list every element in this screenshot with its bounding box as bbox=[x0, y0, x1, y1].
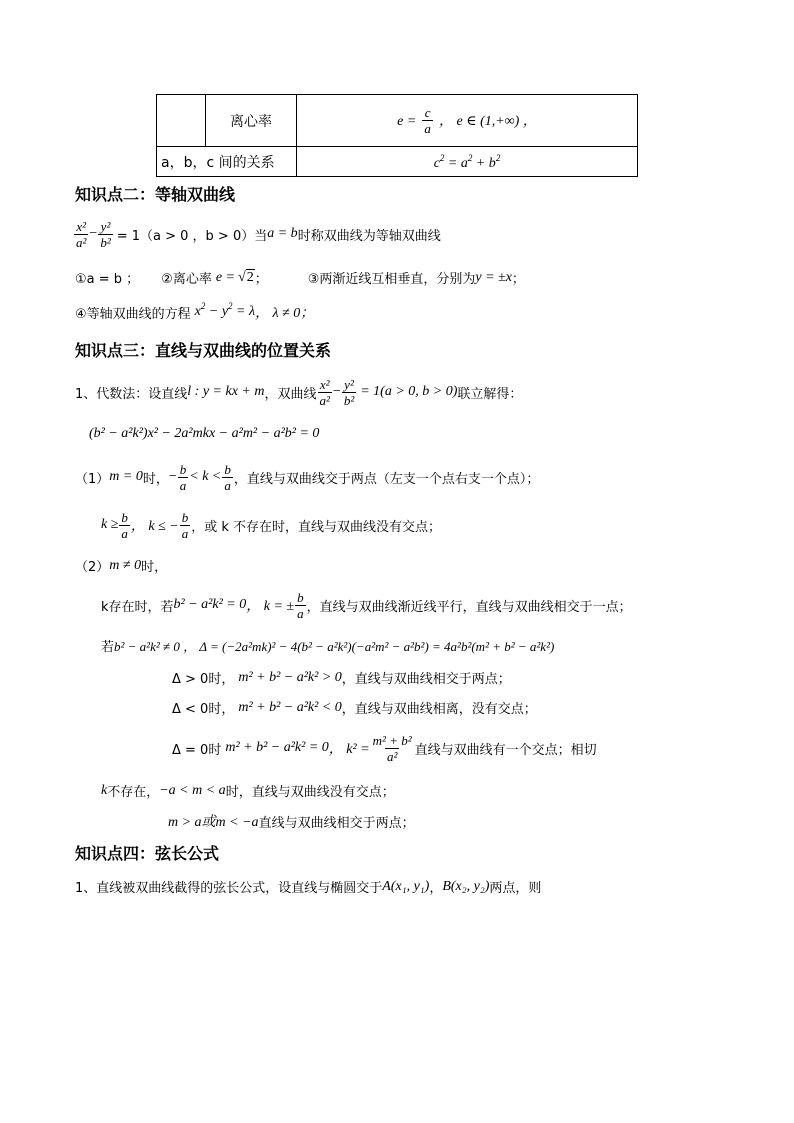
property-3: ③两渐近线互相垂直，分别为 bbox=[307, 272, 476, 287]
quadratic-equation: (b² − a²k²)x² − 2a²mkx − a²m² − a²b² = 0 bbox=[89, 426, 320, 441]
property-1: ①a = b ； bbox=[75, 272, 140, 287]
table-cell-formula bbox=[297, 95, 638, 147]
k-not-exist-line-2: m > a或m < −a 直线与双曲线相交于两点； bbox=[168, 815, 415, 831]
case-1-line: （1） m = 0 时， − $\frac{b}{a}$ < k < $\frac{b}{a}$ ，直线与双曲线交于两点（左支一个点右支一个点）； bbox=[75, 461, 540, 493]
algebraic-method-line: 1、代数法：设直线 l : y = kx + m ，双曲线 $\frac{\text{x²}}{\text{a²}}$ − $\frac{\text{y²}}{\text{b²}}$ = 1(a > 0, b > 0) 联立解得： bbox=[75, 376, 523, 408]
chord-formula-line: 1、直线被双曲线截得的弦长公式，设直线与椭圆交于 A(x₁, y₁) ， B(x₂, y₂) 两点，则 bbox=[75, 878, 542, 896]
discriminant-line: 若 b² − a²k² ≠ 0 ， Δ = (−2a²mk)² − 4(b² − a²k²)(−a²m² − a²b²) = 4a²b²(m² + b² − a²k²) bbox=[101, 639, 555, 655]
property-2: ②离心率 bbox=[161, 272, 212, 287]
delta-negative-line: Δ < 0时， m² + b² − a²k² < 0 ，直线与双曲线相离，没有交点； bbox=[172, 699, 537, 717]
delta-positive-line: Δ > 0时， m² + b² − a²k² > 0 ，直线与双曲线相交于两点； bbox=[172, 669, 511, 687]
table-cell-label bbox=[206, 95, 297, 147]
table-row-relation bbox=[157, 147, 638, 177]
section-title-equiaxial: 知识点二：等轴双曲线 bbox=[75, 185, 236, 204]
equiaxial-properties-line: ①a = b ； ②离心率 e = √2 ； ③两渐近线互相垂直，分别为 y = ±x ； bbox=[75, 269, 525, 287]
properties-table bbox=[156, 94, 638, 177]
eccentricity-e: e = bbox=[397, 114, 417, 129]
property-4: ④等轴双曲线的方程 $x^2 - y^2 = \lambda$ ， λ ≠ 0； bbox=[75, 301, 315, 322]
case-1-no-intersection: k ≥ $\frac{b}{a}$ ， k ≤ − $\frac{b}{a}$ ，或 k 不存在时，直线与双曲线没有交点； bbox=[101, 509, 442, 541]
table-cell-empty bbox=[157, 95, 206, 147]
section-title-chord-length: 知识点四：弦长公式 bbox=[75, 844, 220, 863]
case-2-line: （2） m ≠ 0 时， bbox=[75, 557, 168, 575]
equiaxial-equation: $\frac{\text{x²}}{\text{a²}}$ − $\frac{\text{y²}}{\text{b²}}$ = 1（a > 0 ，b > 0）当 a = b 时称双曲线为等轴双曲线 bbox=[76, 218, 441, 250]
table-cell-relation-formula: $c^2 = a^2 + b^2$ bbox=[297, 147, 638, 177]
eccentricity-label: 离心率 bbox=[230, 113, 272, 130]
eccentricity-fraction: $\frac{c}{a}$ bbox=[424, 105, 431, 136]
section-title-line-hyperbola: 知识点三：直线与双曲线的位置关系 bbox=[75, 341, 332, 360]
k-not-exist-line: k 不存在， −a < m < a 时，直线与双曲线没有交点； bbox=[101, 782, 395, 800]
delta-zero-line: Δ = 0时 m² + b² − a²k² = 0 ， k² = $\frac{\text{m² + b²}}{\text{a²}}$ 直线与双曲线有一个交点；相切 bbox=[172, 732, 597, 764]
eccentricity-range: ， e ∈ (1,+∞) ， bbox=[439, 114, 537, 129]
k-exists-line: k存在时，若 b² − a²k² = 0 ， k = ± $\frac{b}{a}$ ，直线与双曲线渐近线平行，直线与双曲线相交于一点； bbox=[101, 589, 632, 621]
table-cell-relation-label: a，b，c 间的关系 bbox=[157, 147, 297, 177]
table-row-eccentricity bbox=[157, 95, 638, 147]
